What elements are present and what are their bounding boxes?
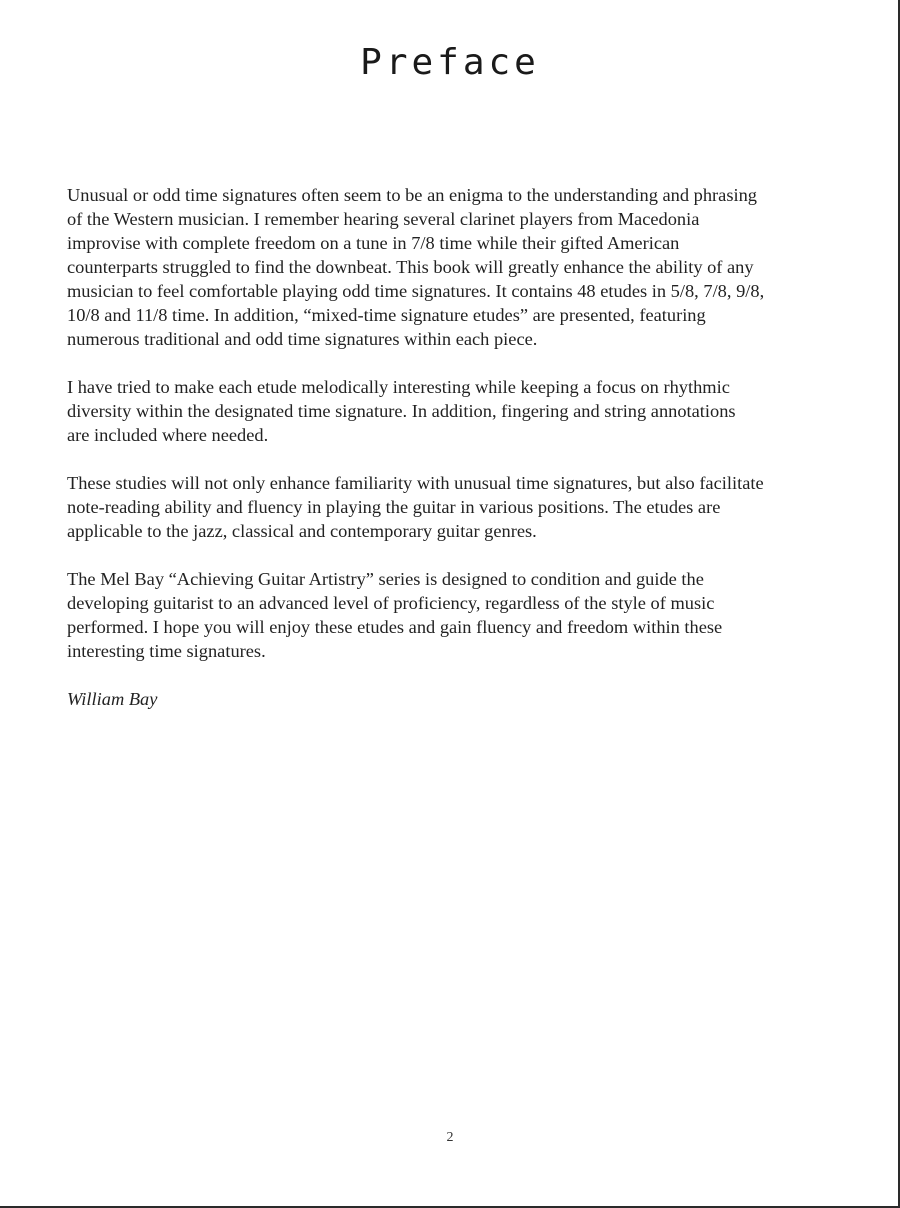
- paragraph-2: [67, 375, 837, 447]
- text-line: The Mel Bay “Achieving Guitar Artistry” series is designed to condition and guide the: [67, 569, 704, 589]
- text-line: counterparts struggled to find the downbeat. This book will greatly enhance the ability of any: [67, 257, 754, 277]
- text-line: musician to feel comfortable playing odd time signatures. It contains 48 etudes in 5/8, 7/8, 9/8,: [67, 281, 765, 301]
- text-line: note-reading ability and fluency in playing the guitar in various positions. The etudes are: [67, 497, 721, 517]
- text-line: numerous traditional and odd time signatures within each piece.: [67, 329, 538, 349]
- text-line: are included where needed.: [67, 425, 269, 445]
- page-title: Preface: [360, 42, 540, 83]
- text-line: applicable to the jazz, classical and contemporary guitar genres.: [67, 521, 537, 541]
- text-line: of the Western musician. I remember hearing several clarinet players from Macedonia: [67, 209, 700, 229]
- preface-body: [67, 183, 837, 735]
- text-line: Unusual or odd time signatures often seem to be an enigma to the understanding and phrasing: [67, 185, 757, 205]
- paragraph-4: [67, 567, 837, 663]
- text-line: developing guitarist to an advanced level of proficiency, regardless of the style of music: [67, 593, 715, 613]
- text-line: performed. I hope you will enjoy these etudes and gain fluency and freedom within these: [67, 617, 723, 637]
- text-line: These studies will not only enhance familiarity with unusual time signatures, but also facilitate: [67, 473, 764, 493]
- text-line: 10/8 and 11/8 time. In addition, “mixed-time signature etudes” are presented, featuring: [67, 305, 706, 325]
- author-signature: William Bay: [67, 689, 158, 709]
- text-line: diversity within the designated time signature. In addition, fingering and string annotations: [67, 401, 736, 421]
- paragraph-1: [67, 183, 837, 351]
- page-number: 2: [446, 1130, 454, 1145]
- text-line: improvise with complete freedom on a tune in 7/8 time while their gifted American: [67, 233, 680, 253]
- paragraph-3: [67, 471, 837, 543]
- text-line: I have tried to make each etude melodically interesting while keeping a focus on rhythmic: [67, 377, 730, 397]
- text-line: interesting time signatures.: [67, 641, 266, 661]
